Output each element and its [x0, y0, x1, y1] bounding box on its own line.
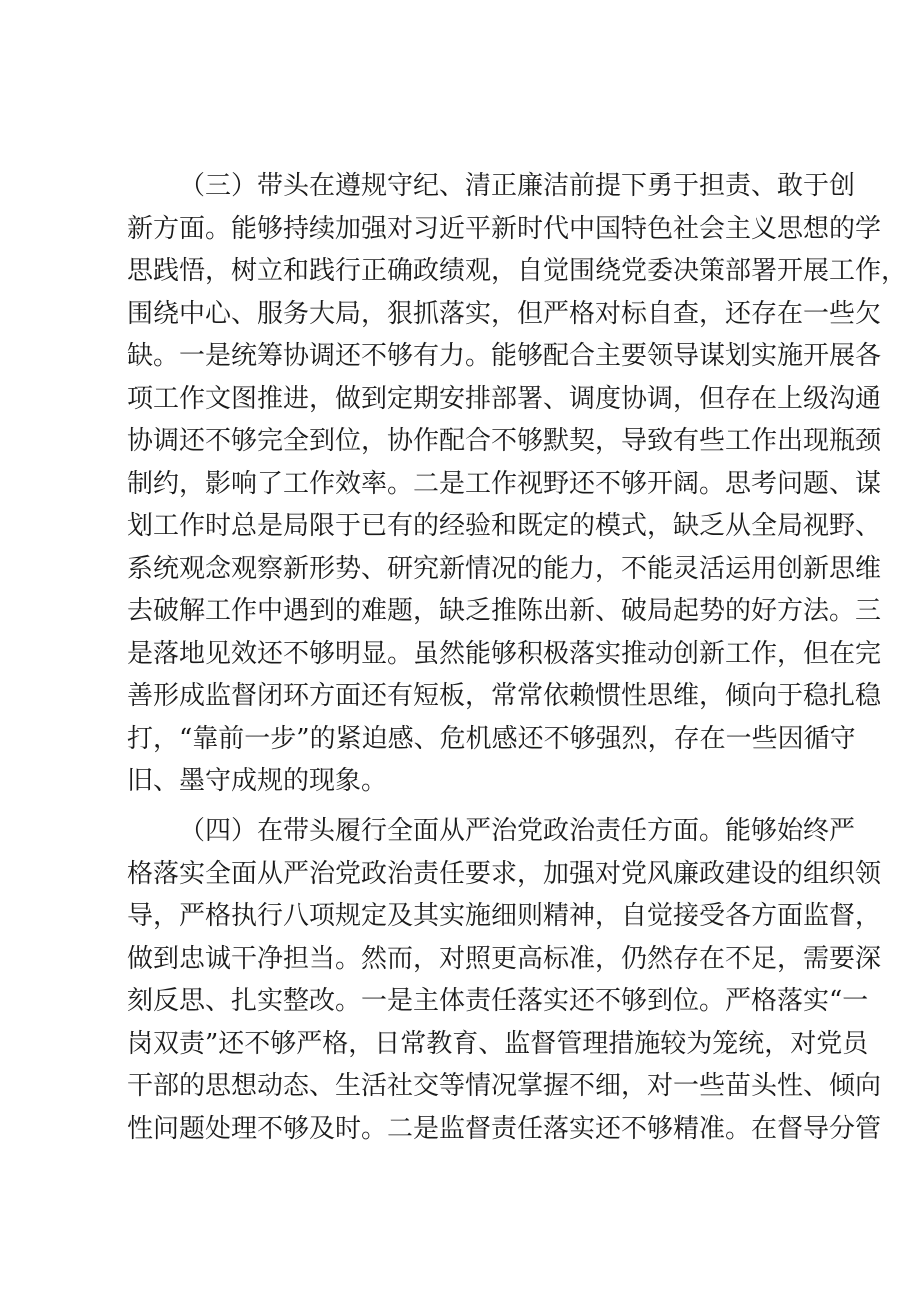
- paragraph-1-line-9: 划工作时总是局限于已有的经验和既定的模式，缺乏从全局视野、: [127, 511, 882, 541]
- paragraph-1-line-1: （三）带头在遵规守纪、清正廉洁前提下勇于担责、敢于创: [179, 171, 856, 201]
- paragraph-1-line-8: 制约，影响了工作效率。二是工作视野还不够开阔。思考问题、谋: [127, 469, 882, 499]
- paragraph-2-line-7: 干部的思想动态、生活社交等情况掌握不细，对一些苗头性、倾向: [127, 1071, 882, 1101]
- paragraph-1-line-3: 思践悟，树立和践行正确政绩观，自觉围绕党委决策部署开展工作，: [127, 256, 908, 286]
- paragraph-2-line-8: 性问题处理不够及时。二是监督责任落实还不够精准。在督导分管: [127, 1114, 882, 1144]
- paragraph-1-line-12: 是落地见效还不够明显。虽然能够积极落实推动创新工作，但在完: [127, 639, 882, 669]
- paragraph-1-line-10: 系统观念观察新形势、研究新情况的能力，不能灵活运用创新思维: [127, 554, 882, 584]
- paragraph-2-line-3: 导，严格执行八项规定及其实施细则精神，自觉接受各方面监督，: [127, 901, 882, 931]
- paragraph-2-line-4: 做到忠诚干净担当。然而，对照更高标准，仍然存在不足，需要深: [127, 944, 882, 974]
- paragraph-1-line-14: 打，“靠前一步”的紧迫感、危机感还不够强烈，存在一些因循守: [127, 724, 856, 754]
- paragraph-1-line-6: 项工作文图推进，做到定期安排部署、调度协调，但存在上级沟通: [127, 384, 882, 414]
- paragraph-1-line-13: 善形成监督闭环方面还有短板，常常依赖惯性思维，倾向于稳扎稳: [127, 681, 882, 711]
- paragraph-1-line-5: 缺。一是统筹协调还不够有力。能够配合主要领导谋划实施开展各: [127, 341, 882, 371]
- paragraph-2-line-1: （四）在带头履行全面从严治党政治责任方面。能够始终严: [179, 816, 856, 846]
- paragraph-2-line-6: 岗双责”还不够严格，日常教育、监督管理措施较为笼统，对党员: [127, 1029, 869, 1059]
- paragraph-1-line-11: 去破解工作中遇到的难题，缺乏推陈出新、破局起势的好方法。三: [127, 596, 882, 626]
- paragraph-1-line-15: 旧、墨守成规的现象。: [127, 766, 388, 796]
- paragraph-1-line-4: 围绕中心、服务大局，狠抓落实，但严格对标自查，还存在一些欠: [127, 299, 882, 329]
- paragraph-1-line-2: 新方面。能够持续加强对习近平新时代中国特色社会主义思想的学: [127, 214, 882, 244]
- paragraph-1-line-7: 协调还不够完全到位，协作配合不够默契，导致有些工作出现瓶颈: [127, 426, 882, 456]
- paragraph-2-line-2: 格落实全面从严治党政治责任要求，加强对党风廉政建设的组织领: [127, 859, 882, 889]
- paragraph-2-line-5: 刻反思、扎实整改。一是主体责任落实还不够到位。严格落实“一: [127, 986, 869, 1016]
